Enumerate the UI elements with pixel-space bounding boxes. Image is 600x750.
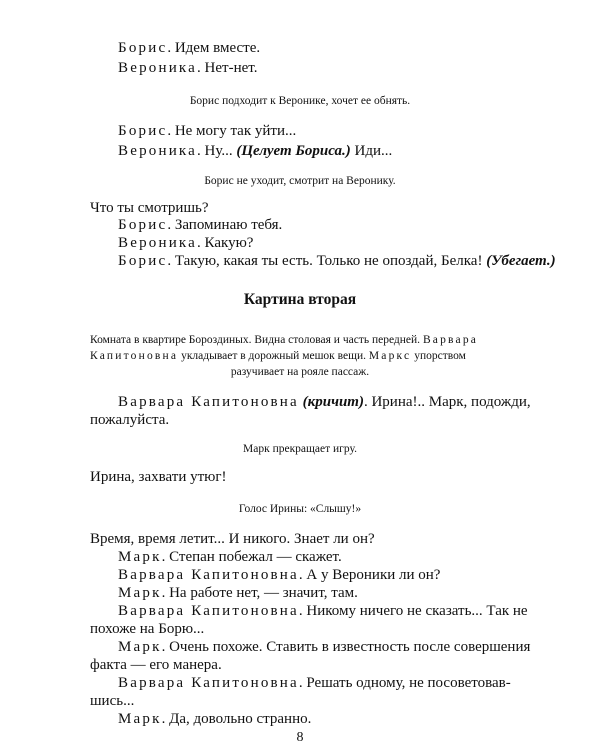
line-mark-3: Марк. Очень похоже. Ставить в известность после совершения — [118, 639, 531, 655]
speaker-varvara: Варвара Капитоновна — [118, 675, 299, 691]
line-mark-1: Марк. Степан побежал — скажет. — [118, 549, 342, 565]
speaker-varvara: Варвара Капитоновна — [118, 603, 299, 619]
speaker-boris: Борис — [118, 40, 168, 56]
line-mark-2: Марк. На работе нет, — значит, там. — [118, 585, 358, 601]
line-veronika-2: Вероника. Ну... (Целует Бориса.) Иди... — [118, 143, 393, 159]
page-number: 8 — [296, 730, 304, 745]
stage-direction-4: Голос Ирины: «Слышу!» — [238, 503, 362, 515]
line-varvara-5: Варвара Капитоновна. Никому ничего не сказать... Так не — [118, 603, 528, 619]
line-boris-3: Борис. Запоминаю тебя. — [118, 217, 283, 233]
stage-direction-3: Марк прекращает игру. — [243, 443, 357, 455]
speaker-mark: Марк — [118, 549, 162, 565]
stage-action: (Убегает.) — [486, 253, 556, 269]
line-veronika-3: Вероника. Какую? — [118, 235, 254, 251]
speaker-varvara: Варвара Капитоновна — [118, 394, 299, 410]
line-varvara-1: Варвара Капитоновна (кричит). Ирина!.. Марк, подожди, — [118, 394, 531, 410]
scene-intro-line-2: Капитоновна укладывает в дорожный мешок вещи. Маркс упорством — [90, 350, 466, 362]
speaker-mark: Маркс — [368, 350, 412, 362]
speaker-boris: Борис — [118, 217, 168, 233]
line-varvara-2: Ирина, захвати утюг! — [90, 469, 227, 485]
scene-intro-line-1: Комната в квартире Бороздиных. Видна столовая и часть передней. Варвара — [90, 334, 479, 346]
line-boris-1: Борис. Идем вместе. — [118, 40, 261, 56]
speaker-veronika: Вероника — [118, 60, 198, 76]
line-varvara-4: Варвара Капитоновна. А у Вероники ли он? — [118, 567, 441, 583]
stage-direction-1: Борис подходит к Веронике, хочет ее обнять. — [189, 95, 411, 107]
stage-direction-2: Борис не уходит, смотрит на Веронику. — [204, 175, 396, 187]
line-varvara-1-cont: пожалуйста. — [90, 412, 170, 428]
scene-title: Картина вторая — [243, 291, 357, 308]
speaker-veronika: Вероника — [118, 143, 198, 159]
line-veronika-1: Вероника. Нет-нет. — [118, 60, 258, 76]
speaker-veronika: Вероника — [118, 235, 198, 251]
line-varvara-6: Варвара Капитоновна. Решать одному, не посоветовав- — [118, 675, 511, 691]
line-boris-2: Борис. Не могу так уйти... — [118, 123, 297, 139]
speaker-mark: Марк — [118, 639, 162, 655]
line-mark-3-cont: факта — его манера. — [90, 657, 222, 673]
speaker-boris: Борис — [118, 253, 168, 269]
speaker-varvara: Варвара — [422, 334, 479, 346]
line-boris-4: Борис. Такую, какая ты есть. Только не опоздай, Белка! (Убегает.) — [118, 253, 556, 269]
scene-intro-line-3: разучивает на рояле пассаж. — [230, 366, 370, 378]
speaker-mark: Марк — [118, 711, 162, 727]
stage-action: (кричит) — [302, 394, 364, 410]
line-varvara-5-cont: похоже на Борю... — [90, 621, 205, 637]
line-varvara-6-cont: шись... — [90, 693, 135, 709]
line-mark-4: Марк. Да, довольно странно. — [118, 711, 312, 727]
speaker-varvara: Капитоновна — [90, 350, 179, 362]
line-veronika-continued: Что ты смотришь? — [90, 200, 209, 216]
speaker-mark: Марк — [118, 585, 162, 601]
line-varvara-3: Время, время летит... И никого. Знает ли он? — [90, 531, 375, 547]
speaker-varvara: Варвара Капитоновна — [118, 567, 299, 583]
stage-action: (Целует Бориса.) — [236, 143, 351, 159]
speaker-boris: Борис — [118, 123, 168, 139]
